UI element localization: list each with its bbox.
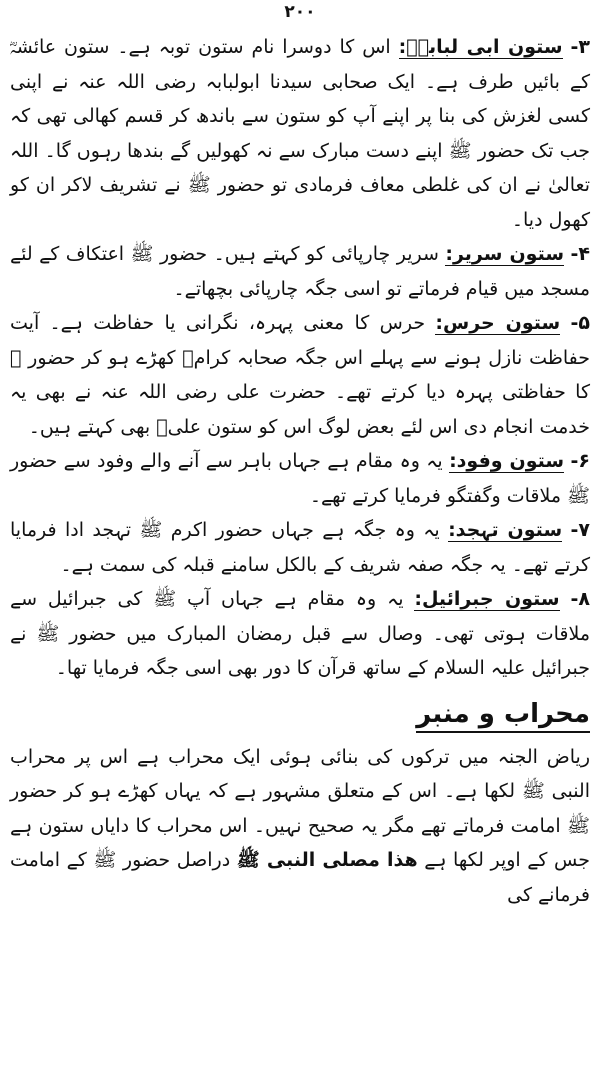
entry-text: سریر چارپائی کو کہتے ہیں۔ حضور ﷺ اعتکاف کے لئے مسجد میں قیام فرماتے تو اسی جگہ چارپائی بچھاتے۔ — [10, 243, 590, 300]
page-content — [10, 30, 590, 912]
entry-text: یہ وہ مقام ہے جہاں آپ ﷺ کی جبرائیل سے ملاقات ہوتی تھی۔ وصال سے قبل رمضان المبارک میں حضور ﷺ نے جبرائیل علیہ السلام کے ساتھ قرآن کا دور بھی اسی جگہ فرمایا تھا۔ — [10, 588, 590, 679]
entry-sutoon-haras — [10, 306, 590, 444]
entry-text: حرس کا معنی پہرہ، نگرانی یا حفاظت ہے۔ آیت حفاظت نازل ہونے سے پہلے اس جگہ صحابہ کرامؓ کھڑے ہو کر حضور ﷺ کا حفاظتی پہرہ دیا کرتے تھے۔ حضرت علی رضی اللہ عنہ نے بھی یہ خدمت انجام دی اس لئے بعض لوگ اس کو ستون علیؓ بھی کہتے ہیں۔ — [10, 312, 590, 438]
entry-number: ۸- — [570, 588, 590, 610]
section-body — [10, 740, 590, 913]
entry-text: اس کا دوسرا نام ستون توبہ ہے۔ ستون عائشہؓ کے بائیں طرف ہے۔ ایک صحابی سیدنا ابولبابہ رضی اللہ عنہ نے اپنی کسی لغزش کی بنا پر اپنے آپ کو ستون سے باندھ کر قسم کھالی تھی کہ جب تک حضور ﷺ اپنے دست مبارک سے نہ کھولیں گے بندھا رہوں گا۔ اللہ تعالیٰ نے ان کی غلطی معاف فرمادی تو حضور ﷺ نے تشریف لاکر ان کو کھول دیا۔ — [10, 36, 590, 231]
page-number: ۲۰۰ — [284, 2, 316, 22]
section-heading-text: محراب و منبر — [416, 699, 590, 733]
entry-number: ۷- — [570, 519, 591, 541]
section-heading — [10, 694, 590, 734]
entry-number: ۵- — [570, 312, 590, 334]
entry-term: ستون جبرائیل: — [414, 588, 560, 610]
entry-number: ۳- — [570, 36, 591, 58]
entry-sutoon-tahajjud — [10, 513, 590, 582]
section-body-continuation: دراصل حضور ﷺ کے امامت فرمانے کی — [10, 849, 590, 906]
section-body-text: ریاض الجنہ میں ترکوں کی بنائی ہوئی ایک محراب ہے اس پر محراب النبی ﷺ لکھا ہے۔ اس کے متعلق مشہور ہے کہ یہاں کھڑے ہو کر حضور ﷺ امامت فرماتے تھے مگر یہ صحیح نہیں۔ اس محراب کا دایاں ستون ہے جس کے اوپر لکھا ہے — [10, 745, 590, 871]
entry-number: ۴- — [570, 243, 591, 265]
entry-term: ستون وفود: — [449, 450, 565, 472]
section-body-highlight: ھذا مصلی النبی ﷺ — [236, 849, 418, 871]
entry-term: ستون حرس: — [435, 312, 561, 334]
entry-term: ستون ابی لبابہؓ: — [398, 36, 563, 58]
entry-term: ستون سریر: — [445, 243, 565, 265]
entry-number: ۶- — [570, 450, 590, 472]
entry-text: یہ وہ جگہ ہے جہاں حضور اکرم ﷺ تہجد ادا فرمایا کرتے تھے۔ یہ جگہ صفہ شریف کے بالکل سامنے قبلہ کی سمت ہے۔ — [10, 519, 590, 576]
entry-term: ستون تہجد: — [448, 519, 563, 541]
entry-sutoon-jibraeel — [10, 582, 590, 686]
entry-text: یہ وہ مقام ہے جہاں باہر سے آنے والے وفود سے حضور ﷺ ملاقات وگفتگو فرمایا کرتے تھے۔ — [10, 450, 590, 507]
entry-sutoon-abi-lubaba — [10, 30, 590, 237]
entry-sutoon-wufood — [10, 444, 590, 513]
entry-sutoon-sareer — [10, 237, 590, 306]
